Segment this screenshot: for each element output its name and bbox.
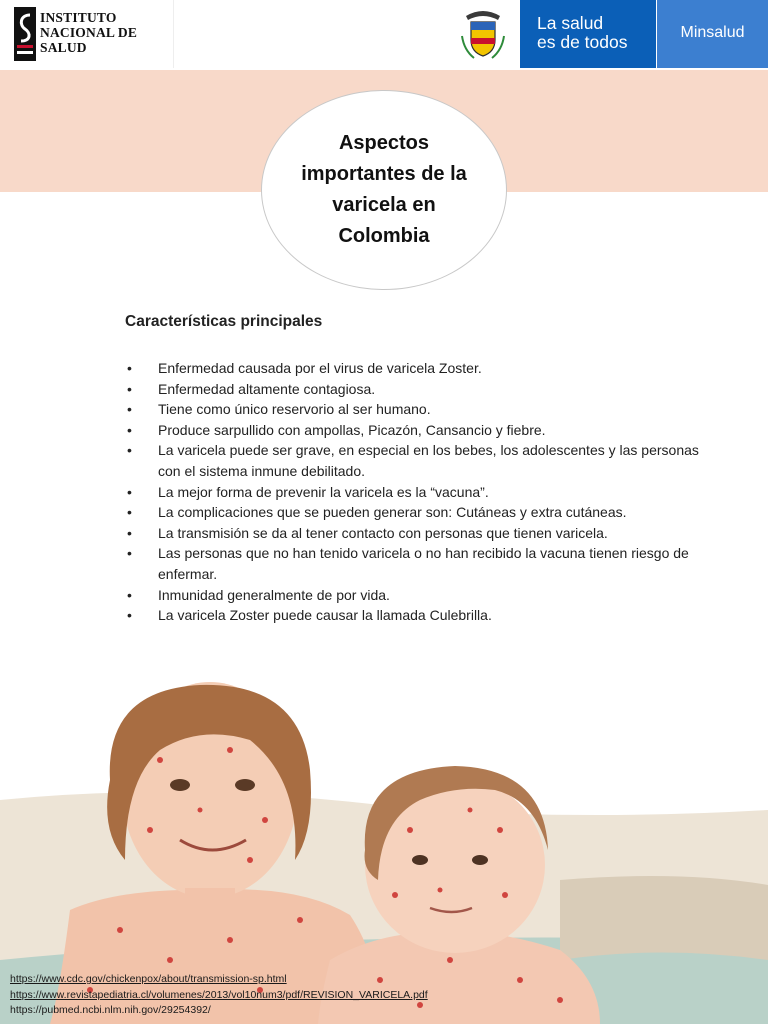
la-salud-banner [520, 0, 656, 68]
list-item: • Produce sarpullido con ampollas, Picazón, Cansancio y fiebre. [125, 420, 725, 441]
ins-emblem-icon [14, 7, 36, 61]
salud-line-1: La salud [537, 13, 604, 33]
header-bar [0, 0, 768, 70]
title-circle [261, 90, 507, 290]
reference-link-cdc[interactable]: https://www.cdc.gov/chickenpox/about/transmission-sp.html [10, 973, 287, 985]
section-heading: Características principales [125, 313, 323, 330]
list-item: • La transmisión se da al tener contacto con personas que tienen varicela. [125, 523, 725, 544]
references [10, 972, 428, 1019]
minsalud-banner: Minsalud [657, 0, 768, 68]
list-item: • La varicela Zoster puede causar la llamada Culebrilla. [125, 605, 725, 626]
ins-logo [0, 0, 174, 68]
characteristics-list [125, 358, 725, 626]
page-title: Aspectos importantes de la varicela en Colombia [301, 132, 467, 247]
salud-line-2: es de todos [537, 32, 628, 52]
ins-logo-text [40, 10, 137, 55]
ins-line-2: NACIONAL DE [40, 25, 138, 40]
children-illustration [0, 660, 768, 1024]
list-item: • Enfermedad causada por el virus de varicela Zoster. [125, 358, 725, 379]
ins-line-3: SALUD [40, 40, 87, 55]
list-item: • La mejor forma de prevenir la varicela es la “vacuna”. [125, 482, 725, 503]
reference-link-revista[interactable]: https://www.revistapediatria.cl/volumenes/2013/vol10num3/pdf/REVISION_VARICELA.pdf [10, 988, 428, 1001]
colombia-coat-of-arms-icon [458, 6, 508, 62]
list-item: • La varicela puede ser grave, en especial en los bebes, los adolescentes y las personas con el sistema inmune debilitado. [125, 440, 725, 481]
list-item: • Tiene como único reservorio al ser humano. [125, 399, 725, 420]
list-item: • Enfermedad altamente contagiosa. [125, 379, 725, 400]
reference-link-pubmed[interactable]: https://pubmed.ncbi.nlm.nih.gov/29254392/ [10, 1004, 211, 1016]
list-item: • Las personas que no han tenido varicela o no han recibido la vacuna tienen riesgo de enfermar. [125, 543, 725, 584]
list-item: • La complicaciones que se pueden generar son: Cutáneas y extra cutáneas. [125, 502, 725, 523]
ins-line-1: INSTITUTO [40, 10, 117, 25]
list-item: • Inmunidad generalmente de por vida. [125, 585, 725, 606]
